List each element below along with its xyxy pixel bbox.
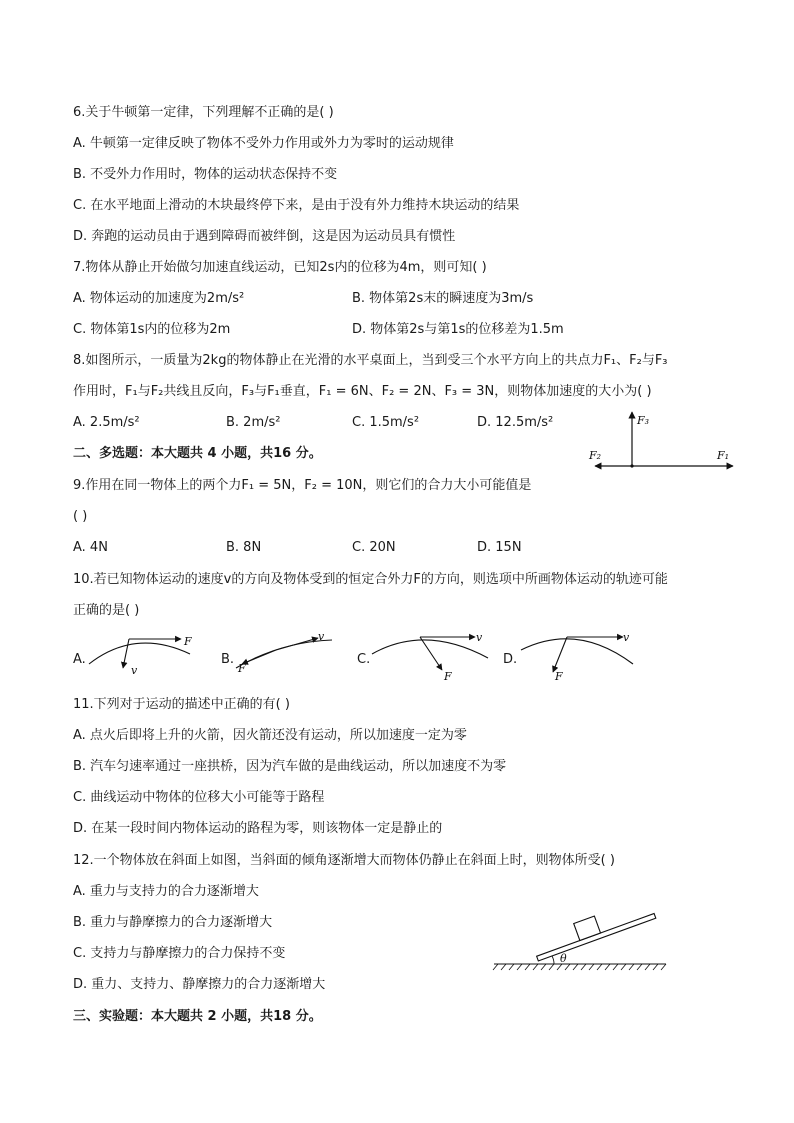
f2-label: F₂	[589, 449, 602, 462]
f3-label: F₃	[637, 414, 650, 427]
q8-option-c: C. 1.5m/s²	[352, 415, 420, 430]
q7-option-a: A. 物体运动的加速度为2m/s²	[73, 291, 245, 306]
q11-option-c: C. 曲线运动中物体的位移大小可能等于路程	[73, 790, 325, 805]
q6-option-a: A. 牛顿第一定律反映了物体不受外力作用或外力为零时的运动规律	[73, 136, 454, 151]
q6-stem: 6.关于牛顿第一定律，下列理解不正确的是( )	[73, 105, 334, 120]
q8-stem-line2: 作用时，F₁与F₂共线且反向，F₃与F₁垂直，F₁ = 6N、F₂ = 2N、F₃ = 3N，则物体加速度的大小为( )	[73, 384, 652, 399]
q10-figure-c	[370, 628, 495, 683]
q7-option-d: D. 物体第2s与第1s的位移差为1.5m	[352, 322, 564, 337]
q9-option-c: C. 20N	[352, 540, 396, 555]
q10-option-d-letter: D.	[503, 652, 518, 667]
q8-option-b: B. 2m/s²	[226, 415, 281, 430]
q10-figure-b	[232, 628, 347, 680]
q10-stem-line1: 10.若已知物体运动的速度v的方向及物体受到的恒定合外力F的方向，则选项中所画物体运动的轨迹可能	[73, 572, 668, 587]
q10-figure-a	[85, 628, 205, 680]
section-2-heading: 二、多选题：本大题共 4 小题，共16 分。	[73, 446, 322, 461]
q12-option-b: B. 重力与静摩擦力的合力逐渐增大	[73, 915, 273, 930]
q9-stem-cont: ( )	[73, 509, 88, 524]
q11-option-b: B. 汽车匀速率通过一座拱桥，因为汽车做的是曲线运动，所以加速度不为零	[73, 759, 507, 774]
q6-option-b: B. 不受外力作用时，物体的运动状态保持不变	[73, 167, 338, 182]
q10-option-a-letter: A.	[73, 652, 86, 667]
q9-option-a: A. 4N	[73, 540, 108, 555]
q11-option-d: D. 在某一段时间内物体运动的路程为零，则该物体一定是静止的	[73, 821, 443, 836]
q10-stem-line2: 正确的是( )	[73, 603, 140, 618]
q12-option-d: D. 重力、支持力、静摩擦力的合力逐渐增大	[73, 977, 326, 992]
q10d-f-label: F	[555, 670, 563, 683]
q10-figure-d	[517, 628, 642, 683]
q11-option-a: A. 点火后即将上升的火箭，因火箭还没有运动，所以加速度一定为零	[73, 728, 467, 743]
q6-option-c: C. 在水平地面上滑动的木块最终停下来，是由于没有外力维持木块运动的结果	[73, 198, 520, 213]
q10c-v-label: v	[476, 631, 483, 644]
q10b-v-label: v	[318, 630, 325, 643]
q10-option-c-letter: C.	[357, 652, 371, 667]
q9-option-d: D. 15N	[477, 540, 522, 555]
q7-option-c: C. 物体第1s内的位移为2m	[73, 322, 231, 337]
q7-option-b: B. 物体第2s末的瞬速度为3m/s	[352, 291, 534, 306]
q10c-f-label: F	[444, 670, 452, 683]
q11-stem: 11.下列对于运动的描述中正确的有( )	[73, 697, 290, 712]
section-3-heading: 三、实验题：本大题共 2 小题，共18 分。	[73, 1009, 322, 1024]
q12-incline-diagram	[490, 898, 670, 973]
f1-label: F₁	[717, 449, 730, 462]
q12-option-a: A. 重力与支持力的合力逐渐增大	[73, 884, 259, 899]
q8-option-a: A. 2.5m/s²	[73, 415, 140, 430]
q12-stem: 12.一个物体放在斜面上如图，当斜面的倾角逐渐增大而物体仍静止在斜面上时，则物体所受( )	[73, 853, 615, 868]
q8-force-diagram	[585, 406, 745, 476]
q8-option-d: D. 12.5m/s²	[477, 415, 554, 430]
theta-label: θ	[560, 952, 567, 965]
q10d-v-label: v	[623, 631, 630, 644]
q6-option-d: D. 奔跑的运动员由于遇到障碍而被绊倒，这是因为运动员具有惯性	[73, 229, 456, 244]
q10a-v-label: v	[131, 664, 138, 677]
q9-stem: 9.作用在同一物体上的两个力F₁ = 5N，F₂ = 10N，则它们的合力大小可能值是	[73, 478, 532, 493]
q9-option-b: B. 8N	[226, 540, 262, 555]
q8-stem-line1: 8.如图所示，一质量为2kg的物体静止在光滑的水平桌面上，当到受三个水平方向上的共点力F₁、F₂与F₃	[73, 353, 668, 368]
q12-option-c: C. 支持力与静摩擦力的合力保持不变	[73, 946, 286, 961]
q7-stem: 7.物体从静止开始做匀加速直线运动，已知2s内的位移为4m，则可知( )	[73, 260, 487, 275]
q10b-f-label: F	[238, 662, 246, 675]
q10a-f-label: F	[184, 635, 192, 648]
q10-option-b-letter: B.	[221, 652, 235, 667]
